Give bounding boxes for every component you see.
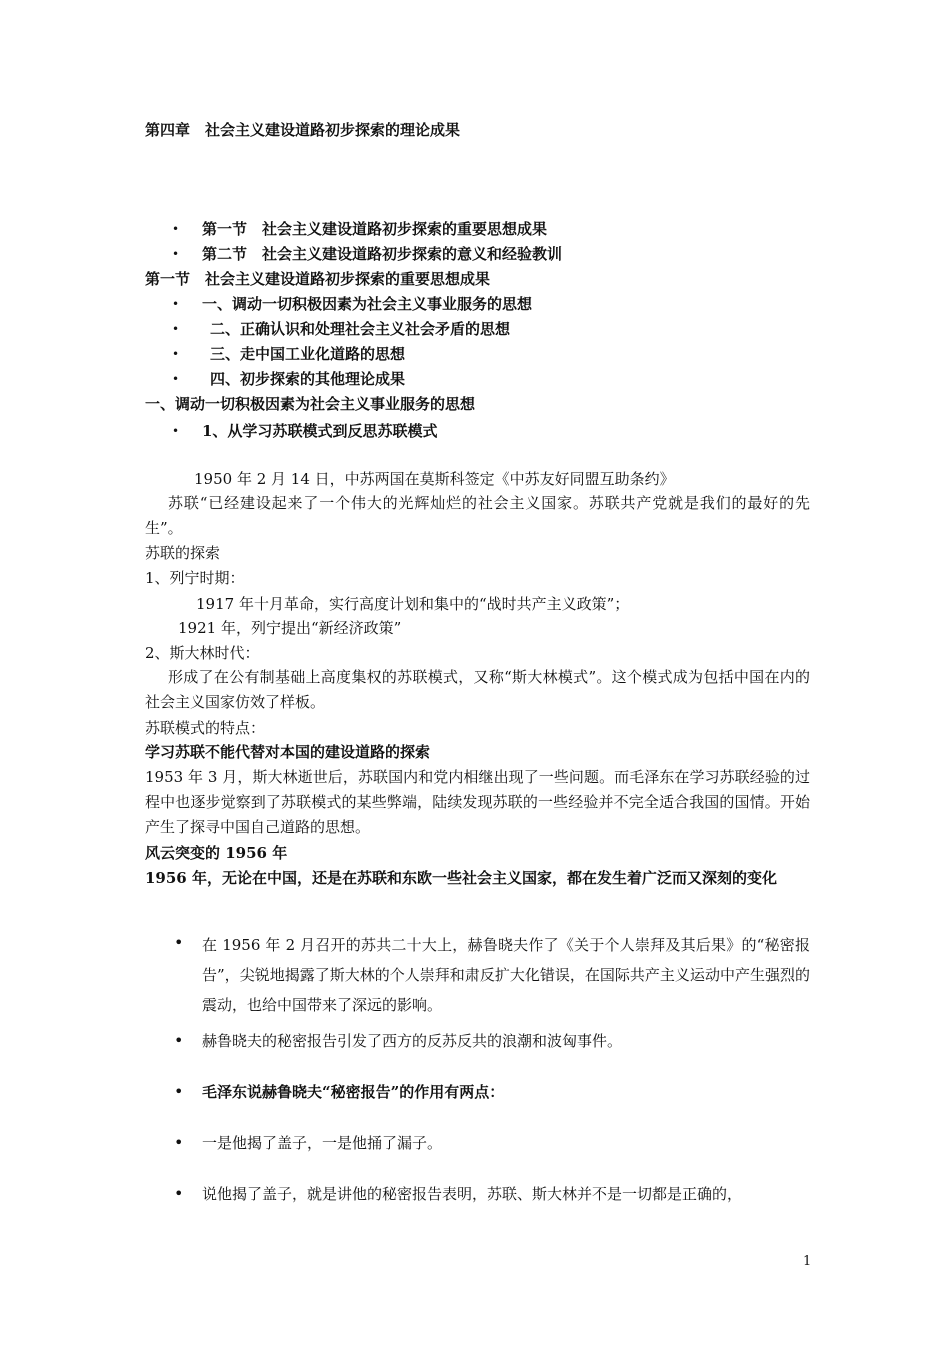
body-heading-3: 1956 年，无论在中国，还是在苏联和东欧一些社会主义国家，都在发生着广泛而又深刻的变化	[145, 869, 777, 887]
bullet-item-1: 在 1956 年 2 月召开的苏共二十大上，赫鲁晓夫作了《关于个人崇拜及其后果》的“秘密报告”，尖锐地揭露了斯大林的个人崇拜和肃反扩大化错误，在国际共产主义运动中产生强烈的震动，也给中国带来了深远的影响。	[202, 936, 810, 1014]
body-para-6: 1921 年，列宁提出“新经济政策”	[178, 619, 402, 637]
bullet-icon: •	[172, 372, 180, 386]
bullet-icon: •	[172, 297, 180, 311]
body-para-5: 1917 年十月革命，实行高度计划和集中的“战时共产主义政策”；	[196, 595, 630, 613]
section-heading: 第一节 社会主义建设道路初步探索的重要思想成果	[145, 270, 491, 288]
toc-item-2: 第二节 社会主义建设道路初步探索的意义和经验教训	[202, 245, 563, 263]
body-para-7: 2、斯大林时代：	[145, 644, 260, 662]
bullet-icon: •	[172, 322, 180, 336]
body-para-3: 苏联的探索	[145, 544, 221, 562]
toc-item-1: 第一节 社会主义建设道路初步探索的重要思想成果	[202, 220, 548, 238]
bullet-icon: •	[174, 933, 184, 952]
bullet-icon: •	[174, 1184, 184, 1203]
part-heading: 一、调动一切积极因素为社会主义事业服务的思想	[145, 395, 476, 413]
bullet-icon: •	[174, 1031, 184, 1050]
page-number: 1	[803, 1254, 812, 1269]
section-item-4: 四、初步探索的其他理论成果	[210, 370, 406, 388]
body-para-1: 1950 年 2 月 14 日，中苏两国在莫斯科签定《中苏友好同盟互助条约》	[194, 470, 675, 488]
bullet-item-5: 说他揭了盖子，就是讲他的秘密报告表明，苏联、斯大林并不是一切都是正确的，	[202, 1185, 743, 1203]
bullet-icon: •	[174, 1133, 184, 1152]
section-item-3: 三、走中国工业化道路的思想	[210, 345, 406, 363]
bullet-item-4: 一是他揭了盖子，一是他捅了漏子。	[202, 1134, 443, 1152]
part-subheading: 1、从学习苏联模式到反思苏联模式	[202, 422, 438, 440]
bullet-icon: •	[174, 1082, 184, 1101]
chapter-title: 第四章 社会主义建设道路初步探索的理论成果	[145, 121, 461, 139]
bullet-icon: •	[172, 222, 180, 236]
body-heading-2: 风云突变的 1956 年	[145, 844, 288, 862]
section-item-1: 一、调动一切积极因素为社会主义事业服务的思想	[202, 295, 533, 313]
body-para-8: 形成了在公有制基础上高度集权的苏联模式，又称“斯大林模式”。这个模式成为包括中国在内的社会主义国家仿效了样板。	[145, 668, 810, 711]
body-para-10: 1953 年 3 月，斯大林逝世后，苏联国内和党内相继出现了一些问题。而毛泽东在学习苏联经验的过程中也逐步觉察到了苏联模式的某些弊端，陆续发现苏联的一些经验并不完全适合我国的国情。开始产生了探寻中国自己道路的思想。	[145, 768, 810, 836]
body-heading-1: 学习苏联不能代替对本国的建设道路的探索	[145, 743, 431, 761]
body-para-2: 苏联“已经建设起来了一个伟大的光辉灿烂的社会主义国家。苏联共产党就是我们的最好的先生”。	[145, 494, 810, 537]
bullet-icon: •	[172, 424, 180, 438]
bullet-item-3: 毛泽东说赫鲁晓夫“秘密报告”的作用有两点：	[202, 1083, 505, 1101]
bullet-item-2: 赫鲁晓夫的秘密报告引发了西方的反苏反共的浪潮和波匈事件。	[202, 1032, 623, 1050]
bullet-icon: •	[172, 347, 180, 361]
bullet-icon: •	[172, 247, 180, 261]
body-para-4: 1、列宁时期：	[145, 569, 245, 587]
body-para-9: 苏联模式的特点：	[145, 719, 266, 737]
section-item-2: 二、正确认识和处理社会主义社会矛盾的思想	[210, 320, 511, 338]
